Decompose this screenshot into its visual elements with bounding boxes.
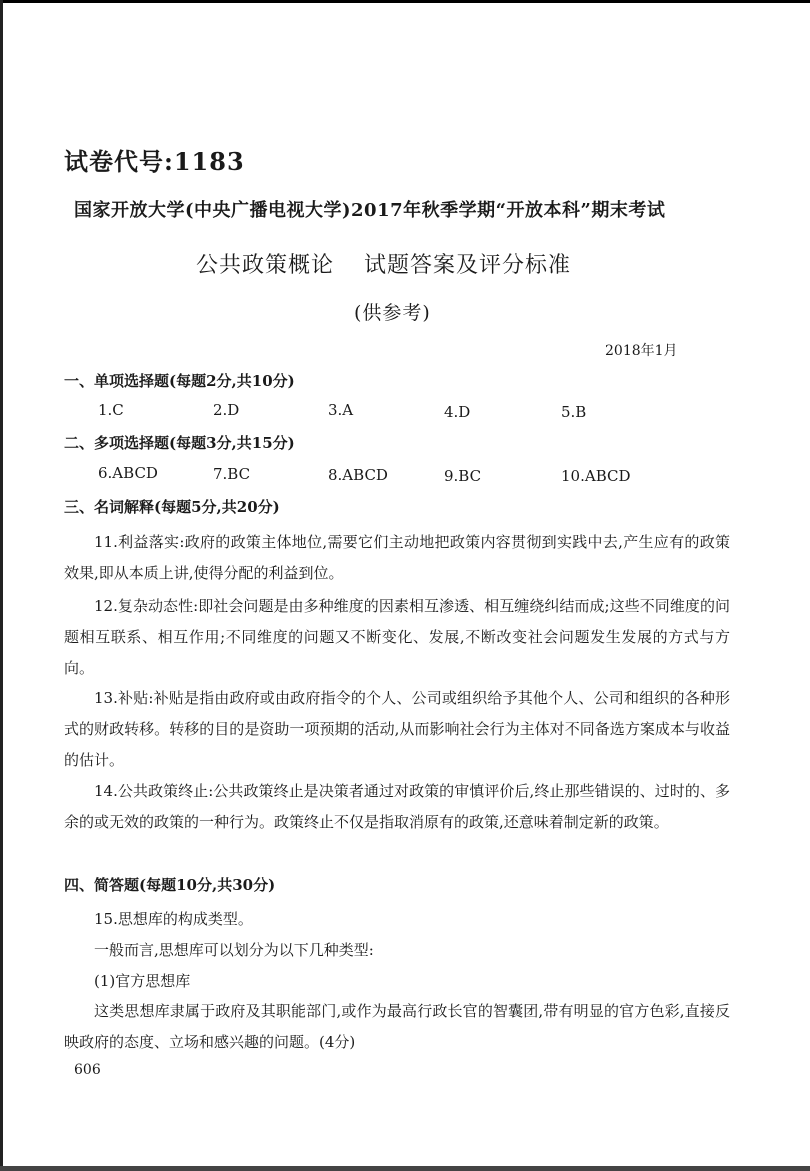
answer-3: 3.A bbox=[328, 401, 354, 419]
exam-header: 国家开放大学(中央广播电视大学)2017年秋季学期“开放本科”期末考试 bbox=[74, 200, 666, 221]
section-1-heading: 一、单项选择题(每题2分,共10分) bbox=[64, 372, 295, 390]
document-title bbox=[196, 248, 571, 279]
answer-6: 6.ABCD bbox=[98, 464, 158, 482]
question-15-title: 15.思想库的构成类型。 bbox=[94, 910, 253, 928]
question-15-subtext: 这类思想库隶属于政府及其职能部门,或作为最高行政长官的智囊团,带有明显的官方色彩,直接反映政府的态度、立场和感兴趣的问题。(4分) bbox=[64, 1002, 730, 1051]
section-4-heading: 四、简答题(每题10分,共30分) bbox=[64, 876, 276, 894]
answer-2: 2.D bbox=[213, 401, 240, 419]
exam-date: 2018年1月 bbox=[605, 343, 678, 359]
document-type: 试题答案及评分标准 bbox=[364, 253, 572, 278]
answer-7: 7.BC bbox=[213, 465, 251, 483]
subtitle: (供参考) bbox=[354, 302, 431, 324]
answer-9: 9.BC bbox=[444, 467, 482, 485]
scan-border-left bbox=[0, 0, 3, 1171]
course-name: 公共政策概论 bbox=[196, 253, 335, 278]
answer-12: 12.复杂动态性:即社会问题是由多种维度的因素相互渗透、相互缠绕纠结而成;这些不同维度的问题相互联系、相互作用;不同维度的问题又不断变化、发展,不断改变社会问题发生发展的方式与方向。 bbox=[64, 597, 730, 677]
paper-code: 试卷代号:1183 bbox=[64, 147, 245, 176]
answer-8: 8.ABCD bbox=[328, 466, 388, 484]
section-2-heading: 二、多项选择题(每题3分,共15分) bbox=[64, 434, 295, 452]
scan-border-bottom bbox=[0, 1166, 810, 1171]
question-15-subheading: (1)官方思想库 bbox=[94, 972, 191, 990]
answer-4: 4.D bbox=[444, 403, 471, 421]
answer-11: 11.利益落实:政府的政策主体地位,需要它们主动地把政策内容贯彻到实践中去,产生应有的政策效果,即从本质上讲,使得分配的利益到位。 bbox=[64, 533, 730, 582]
scan-border-top bbox=[0, 0, 810, 3]
answer-14: 14.公共政策终止:公共政策终止是决策者通过对政策的审慎评价后,终止那些错误的、过时的、多余的或无效的政策的一种行为。政策终止不仅是指取消原有的政策,还意味着制定新的政策。 bbox=[64, 782, 730, 831]
question-15-intro: 一般而言,思想库可以划分为以下几种类型: bbox=[94, 941, 374, 959]
section-3-heading: 三、名词解释(每题5分,共20分) bbox=[64, 498, 280, 516]
answer-13: 13.补贴:补贴是指由政府或由政府指令的个人、公司或组织给予其他个人、公司和组织的各种形式的财政转移。转移的目的是资助一项预期的活动,从而影响社会行为主体对不同备选方案成本与收益的估计。 bbox=[64, 689, 730, 769]
answer-1: 1.C bbox=[98, 401, 124, 419]
answer-10: 10.ABCD bbox=[561, 467, 631, 485]
page-number: 606 bbox=[74, 1062, 101, 1078]
answer-5: 5.B bbox=[561, 403, 587, 421]
